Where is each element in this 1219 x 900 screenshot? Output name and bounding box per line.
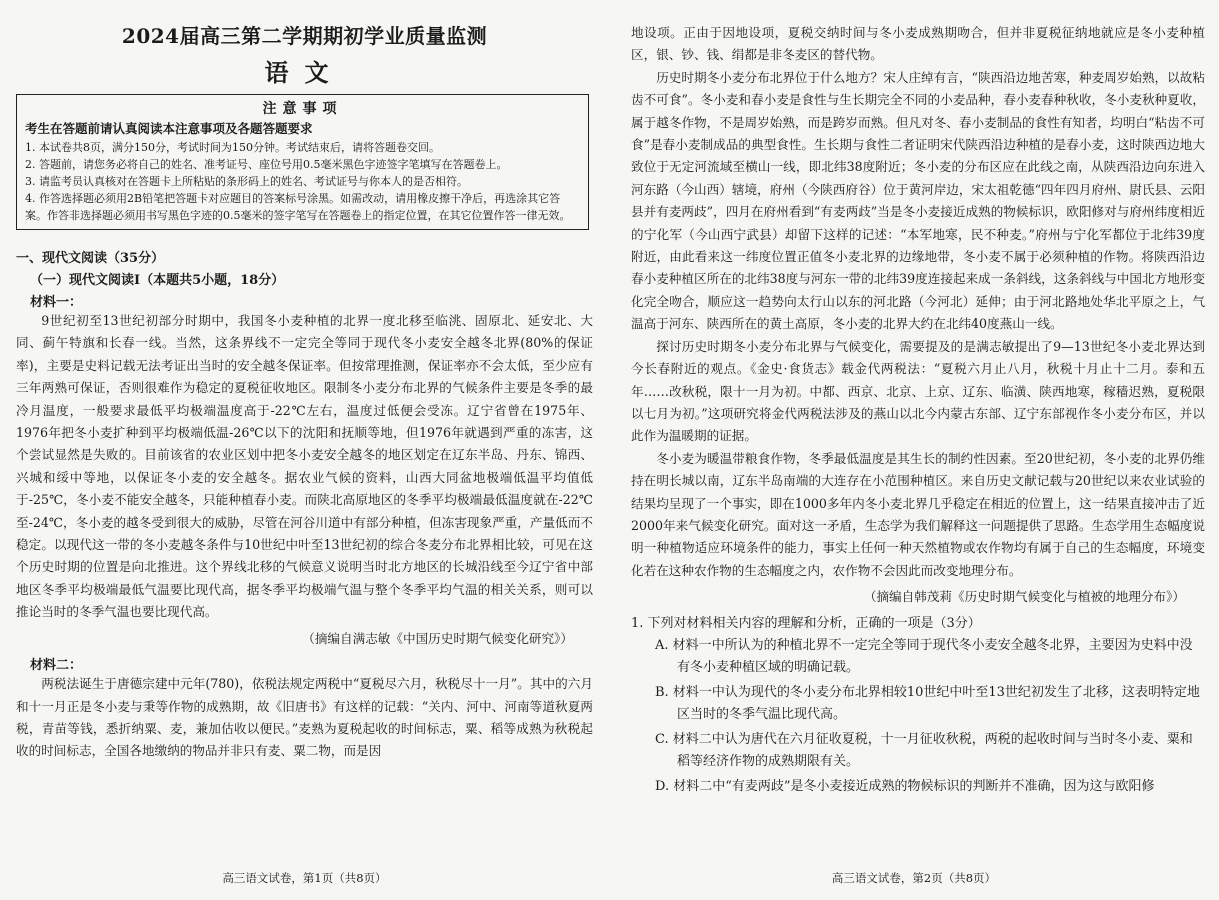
notice-item: 4. 作答选择题必须用2B铅笔把答题卡对应题目的答案标号涂黑。如需改动，请用橡皮擦干净后，再选涂其它答案。作答非选择题必须用书写黑色字迹的0.5毫米的签字笔写在答题卷上的指定位置，在其它位置作答一律无效。 [25,192,571,222]
continued-paragraph: 地设项。正由于因地设项，夏税交纳时间与冬小麦成熟期吻合，但并非夏税征纳地就应是冬小麦种植区，银、钞、钱、绢都是非冬麦区的替代物。 [631,25,1205,63]
material-2-source: （摘编自韩茂莉《历史时期气候变化与植被的地理分布》） [863,589,1185,605]
question-1-option-b: B. 材料一中认为现代的冬小麦分布北界相较10世纪中叶至13世纪初发生了北移，这表明特定地区当时的冬季气温比现代高。 [655,684,1200,723]
notice-title: 注意事项 [262,101,343,117]
exam-title: 2024届高三第二学期期初学业质量监测 [121,24,488,48]
page-2-footer: 高三语文试卷，第2页（共8页） [831,871,997,885]
question-1-option-d: D. 材料二中“有麦两歧”是冬小麦接近成熟的物候标识的判断并不准确，因为这与欧阳修 [655,778,1155,794]
subject-title: 语文 [264,58,345,87]
page-1-footer: 高三语文试卷，第1页（共8页） [222,871,387,885]
notice-item: 1. 本试卷共8页，满分150分，考试时间为150分钟。考试结束后，请将答题卷交回。 [25,141,440,154]
notice-lead: 考生在答题前请认真阅读本注意事项及各题答题要求 [25,121,313,136]
question-1-option-a: A. 材料一中所认为的种植北界不一定完全等同于现代冬小麦安全越冬北界，主要因为史料中没有冬小麦种植区域的明确记载。 [655,637,1193,676]
page-1 [0,0,609,900]
sub-heading: （一）现代文阅读Ⅰ（本题共5小题，18分） [30,273,285,288]
body-paragraph: 探讨历史时期冬小麦分布北界与气候变化，需要提及的是满志敏提出了9—13世纪冬小麦北界达到今长春附近的观点。《金史·食货志》载金代两税法：“夏税六月止八月，秋税十月止十二月。泰和五年……改秋税，限十一月为初。中都、西京、北京、上京、辽东、临潢、陕西地寒，稼穑迟熟，夏税限以七月为初。”这项研究将金代两税法涉及的燕山以北今内蒙古东部、辽宁东部视作冬小麦分布区，并以此作为温暖期的证据。 [631,338,1205,444]
material-2-paragraph: 两税法诞生于唐德宗建中元年(780)，依税法规定两税中“夏税尽六月，秋税尽十一月”。其中的六月和十一月正是冬小麦与秉等作物的成熟期，故《旧唐书》有这样的记载：“关内、河中、河南等道秋夏两税，青苗等钱，悉折纳粟、麦，兼加估收以便民。”麦熟为夏税起收的时间标志，粟、稻等成熟为秋税起收的时间标志，全国各地缴纳的物品并非只有麦、粟二物，而是因 [16,676,593,759]
body-paragraph: 冬小麦为暖温带粮食作物，冬季最低温度是其生长的制约性因素。至20世纪初，冬小麦的北界仍维持在明长城以南，辽东半岛南端的大连存在小范围种植区。来自历史文献记载与20世纪以来农业试验的结果均呈现了一个事实，即在1000多年内冬小麦北界几乎稳定在相近的位置上，这一结果直接冲击了近2000年来气候变化研究。面对这一矛盾，生态学为我们解释这一问题提供了思路。生态学用生态幅度说明一种植物适应环境条件的能力，事实上任何一种天然植物或农作物均有属于自己的生态幅度，环境变化若在这种农作物的生态幅度之内，农作物不会因此而改变地理分布。 [631,450,1205,578]
material-1-paragraph: 9世纪初至13世纪初部分时期中，我国冬小麦种植的北界一度北移至临洮、固原北、延安北、大同、蓟午特旗和长春一线。当然，这条界线不一定完全等同于现代冬小麦安全越冬北界(80%的保证率)，主要是史料记载无法考证出当时的安全越冬保证率。但按常理推测，保证率亦不会太低，至少应有三年两熟可保证，否则很难作为稳定的夏税征收地区。限制冬小麦分布北界的气候条件主要是冬季的最冷月温度，一般要求最低平均极端温度高于-22℃左右，温度过低便会受冻。辽宁省曾在1975年、1976年把冬小麦扩种到平均极端低温-26℃以下的沈阳和抚顺等地，但1976年就遇到严重的冻害，这个尝试显然是失败的。目前该省的农业区划中把冬小麦安全越冬的地区划定在辽东半岛、丹东、锦西、兴城和绥中等地，以保证冬小麦的安全越冬。据农业气候的资料，山西大同盆地极端低温平均值低于-25℃，冬小麦不能安全越冬，只能种植春小麦。而陕北高原地区的冬季平均极端最低温度就在-22℃至-24℃，冬小麦的越冬受到很大的威胁，尽管在河谷川道中有部分种植，但冻害现象严重，产量低而不稳定。以现代这一带的冬小麦越冬条件与10世纪中叶至13世纪初的综合冬麦分布北界相比较，可见在这个历史时期的位置是向北推进。这个界线北移的气候意义说明当时北方地区的长城沿线至今辽宁省中部地区冬季平均极端最低气温要比现代高，据冬季平均极端气温与整个冬季平均气温的相关关系，则可以推论当时的冬季气温也要比现代高。 [16,313,593,620]
material-1-source: （摘编自满志敏《中国历史时期气候变化研究》） [302,630,573,646]
question-1-option-c: C. 材料二中认为唐代在六月征收夏税，十一月征收秋税，两税的起收时间与当时冬小麦、粟和稻等经济作物的成熟期限有关。 [655,731,1193,770]
section-heading: 一、现代文阅读（35分） [16,251,165,266]
page-2 [609,0,1219,900]
material-1-heading: 材料一： [30,295,83,310]
notice-item: 2. 答题前，请您务必将自己的姓名、准考证号、座位号用0.5毫米黑色字迹签字笔填写在答题卷上。 [25,158,508,171]
notice-item: 3. 请监考员认真核对在答题卡上所粘贴的条形码上的姓名、考试证号与你本人的是否相符。 [25,175,468,188]
body-paragraph: 历史时期冬小麦分布北界位于什么地方？宋人庄绰有言，“陕西沿边地苦寒，种麦周岁始熟，以故粘齿不可食”。冬小麦和春小麦是食性与生长期完全不同的小麦品种，春小麦春种秋收，冬小麦秋种夏收，属于越冬作物，不是周岁始熟，而是跨岁而熟。但凡对冬、春小麦制品的食性有知者，均明白“粘齿不可食”是春小麦制成品的典型食性。生长期与食性二者证明宋代陕西沿边种植的是春小麦，这时陕西边地大致位于无定河流域至横山一线，即北纬38度附近；冬小麦的分布区应在此线之南，从陕西沿边向东进入河东路（今山西）辖境，府州（今陕西府谷）位于黄河岸边，宋太祖乾德“四年四月府州、尉氏县、云阳县并有麦两歧”，四月在府州看到“有麦两歧”当是冬小麦接近成熟的物候标识，欧阳修对与府州纬度相近的宁化军（今山西宁武县）却留下这样的记述：“本军地寒，民不种麦。”府州与宁化军都位于北纬39度附近，由此看来这一纬度位置正值冬小麦北界的边缘地带，冬小麦不属于必须种植的作物。将陕西沿边春小麦种植区所在的北纬38度与河东一带的北纬39度连接起来成一条斜线，这条斜线与中国北方地形变化完全吻合，顺应这一趋势向太行山以东的河北路（今河北）延伸；由于河北路地处华北平原之上，气温高于河东、陕西所在的黄土高原，冬小麦的北界大约在北纬40度燕山一线。 [631,69,1205,332]
question-1-stem: 1. 下列对材料相关内容的理解和分析，正确的一项是（3分） [631,615,981,631]
notice-box [16,94,589,230]
material-2-heading: 材料二： [30,658,83,674]
